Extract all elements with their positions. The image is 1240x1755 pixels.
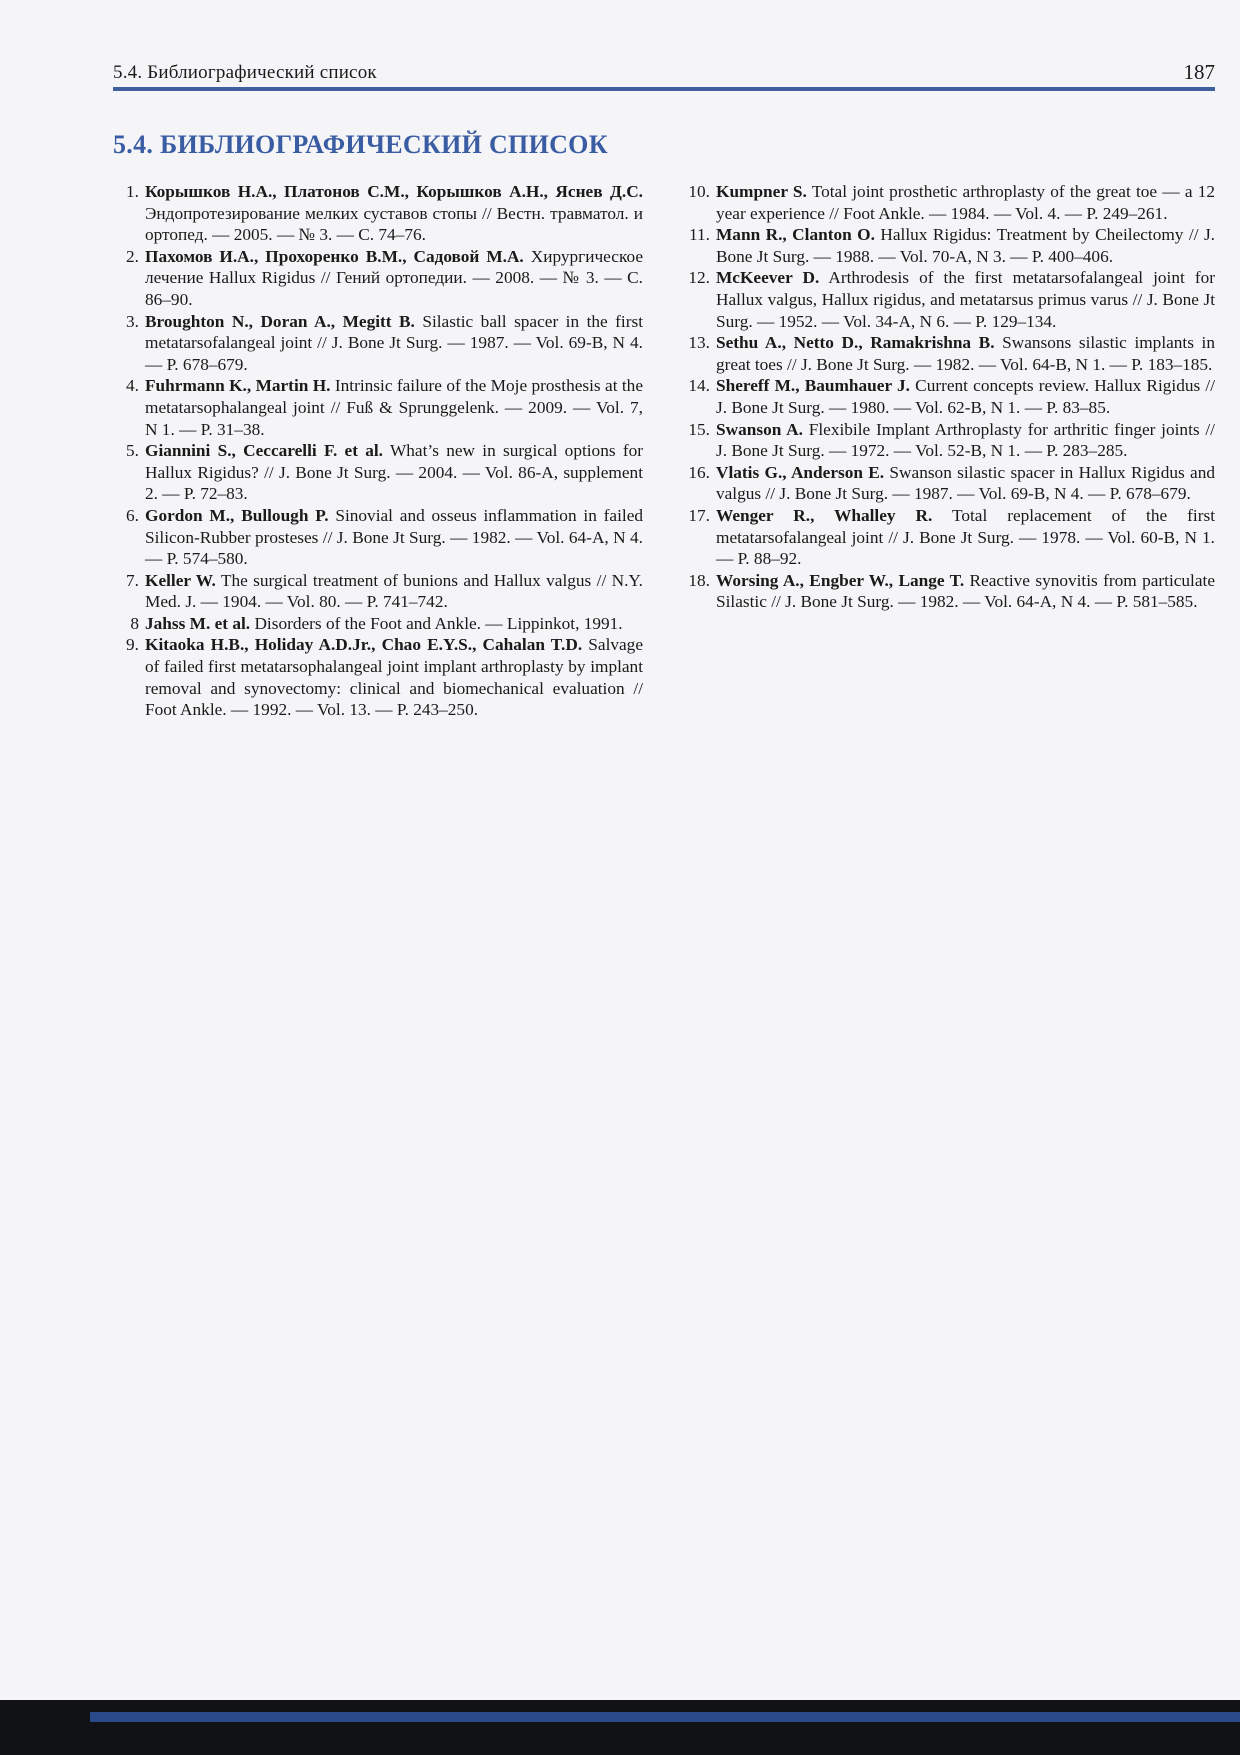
- reference-text: Hallux Rigidus: Treatment by Cheilectomy // J. Bone Jt Surg. — 1988. — Vol. 70-A, N 3. — P. 400–406.: [716, 225, 1215, 266]
- reference-item: [113, 634, 643, 720]
- reference-text: Swansons silastic implants in great toes // J. Bone Jt Surg. — 1982. — Vol. 64-B, N 1. — P. 183–185.: [716, 333, 1216, 374]
- reference-authors: Корышков Н.А., Платонов С.М., Корышков А.Н., Яснев Д.С.: [145, 182, 643, 201]
- reference-text: Silastic ball spacer in the first metatarsofalangeal joint // J. Bone Jt Surg. — 1987. — Vol. 69-B, N 4. — P. 678–679.: [145, 311, 643, 374]
- scan-bottom-edge: [0, 1700, 1240, 1755]
- reference-text: Disorders of the Foot and Ankle. — Lippinkot, 1991.: [250, 613, 623, 633]
- reference-column-right: [684, 181, 1215, 613]
- reference-number: 3.: [126, 311, 139, 331]
- reference-authors: Kitaoka H.B., Holiday A.D.Jr., Chao E.Y.S., Cahalan T.D.: [145, 635, 583, 655]
- reference-number: 4.: [126, 376, 139, 396]
- reference-authors: Gordon M., Bullough P.: [145, 505, 329, 525]
- reference-authors: Jahss M. et al.: [145, 613, 251, 633]
- reference-authors: McKeever D.: [716, 268, 820, 288]
- reference-number: 18.: [688, 570, 710, 590]
- reference-text: Arthrodesis of the first metatarsofalangeal joint for Hallux valgus, Hallux rigidus, and metatarsus primus varus // J. Bone Jt Surg. — 1952. — Vol. 34-A, N 6. — P. 129–134.: [716, 268, 1215, 331]
- reference-authors: Kumpner S.: [716, 182, 807, 201]
- reference-authors: Fuhrmann K., Martin H.: [145, 376, 331, 396]
- reference-number: 16.: [688, 462, 710, 482]
- reference-item: [684, 375, 1215, 418]
- reference-item: [684, 419, 1215, 462]
- reference-number: 9.: [126, 635, 139, 655]
- reference-text: Эндопротезирование мелких суставов стопы // Вестн. травматол. и ортопед. — 2005. — № 3. — С. 74–76.: [145, 203, 643, 245]
- reference-number: 13.: [688, 333, 710, 353]
- reference-authors: Worsing A., Engber W., Lange T.: [716, 570, 965, 590]
- reference-item: [684, 267, 1215, 332]
- reference-item: [684, 462, 1215, 505]
- reference-authors: Vlatis G., Anderson E.: [716, 462, 885, 482]
- reference-text: Total joint prosthetic arthroplasty of the great toe — a 12 year experience // Foot Ankle. — 1984. — Vol. 4. — P. 249–261.: [716, 182, 1215, 223]
- reference-text: Хирургическое лечение Hallux Rigidus // Гений ортопедии. — 2008. — № 3. — С. 86–90.: [145, 246, 643, 309]
- reference-text: Salvage of failed first metatarsophalangeal joint implant arthroplasty by implant removal and synovectomy: clinical and biomechanical evaluation // Foot Ankle. — 1992. — Vol. 13. — P. 243–250.: [145, 635, 643, 720]
- reference-item: [684, 224, 1215, 267]
- reference-number: 2.: [126, 246, 139, 266]
- reference-item: [113, 613, 643, 635]
- reference-number: 17.: [688, 505, 710, 525]
- reference-text: Total replacement of the first metatarsofalangeal joint // J. Bone Jt Surg. — 1978. — Vol. 60-B, N 1. — P. 88–92.: [716, 505, 1215, 569]
- page-edge-strip: [90, 1712, 1240, 1722]
- reference-item: [113, 440, 643, 505]
- reference-number: 8: [130, 613, 139, 633]
- reference-number: 6.: [126, 505, 139, 525]
- reference-item: [113, 311, 643, 376]
- reference-item: [684, 181, 1215, 224]
- header-rule: [113, 87, 1215, 91]
- reference-authors: Пахомов И.А., Прохоренко В.М., Садовой М.А.: [145, 246, 524, 266]
- page-number: 187: [1183, 60, 1215, 84]
- reference-authors: Broughton N., Doran A., Megitt B.: [145, 311, 415, 331]
- reference-item: [684, 570, 1215, 613]
- reference-number: 11.: [689, 225, 710, 245]
- reference-text: Reactive synovitis from particulate Silastic // J. Bone Jt Surg. — 1982. — Vol. 64-A, N 4. — P. 581–585.: [716, 570, 1215, 612]
- reference-column-left: [113, 181, 643, 721]
- reference-authors: Mann R., Clanton O.: [716, 225, 875, 245]
- reference-item: [113, 246, 643, 311]
- reference-number: 7.: [126, 570, 139, 590]
- reference-item: [113, 375, 643, 440]
- reference-number: 12.: [688, 268, 710, 288]
- reference-number: 14.: [688, 376, 710, 396]
- reference-text: Intrinsic failure of the Moje prosthesis at the metatarsophalangeal joint // Fuß & Sprunggelenk. — 2009. — Vol. 7, N 1. — P. 31–38.: [145, 376, 643, 439]
- reference-item: [113, 570, 643, 613]
- reference-text: Flexibile Implant Arthroplasty for arthritic finger joints // J. Bone Jt Surg. — 1972. — Vol. 52-B, N 1. — P. 283–285.: [716, 419, 1215, 461]
- reference-number: 10.: [688, 182, 710, 201]
- reference-text: What’s new in surgical options for Hallux Rigidus? // J. Bone Jt Surg. — 2004. — Vol. 86-A, supplement 2. — P. 72–83.: [145, 441, 643, 504]
- reference-authors: Wenger R., Whalley R.: [716, 505, 933, 525]
- reference-item: [684, 505, 1215, 570]
- reference-text: Current concepts review. Hallux Rigidus // J. Bone Jt Surg. — 1980. — Vol. 62-B, N 1. — P. 83–85.: [716, 376, 1215, 417]
- reference-authors: Giannini S., Ceccarelli F. et al.: [145, 441, 384, 461]
- reference-item: [684, 332, 1215, 375]
- reference-number: 15.: [688, 419, 710, 439]
- running-title: 5.4. Библиографический список: [113, 62, 377, 83]
- reference-number: 5.: [126, 441, 139, 461]
- running-header: [113, 60, 1215, 90]
- section-title: 5.4. БИБЛИОГРАФИЧЕСКИЙ СПИСОК: [113, 130, 608, 159]
- reference-authors: Sethu A., Netto D., Ramakrishna B.: [716, 333, 995, 353]
- reference-authors: Shereff M., Baumhauer J.: [716, 376, 910, 396]
- reference-authors: Keller W.: [145, 570, 216, 590]
- reference-text: Swanson silastic spacer in Hallux Rigidus and valgus // J. Bone Jt Surg. — 1987. — Vol. 69-B, N 4. — P. 678–679.: [716, 462, 1215, 504]
- reference-item: [113, 181, 643, 246]
- reference-text: The surgical treatment of bunions and Hallux valgus // N.Y. Med. J. — 1904. — Vol. 80. — P. 741–742.: [145, 570, 644, 612]
- reference-number: 1.: [126, 182, 139, 201]
- reference-authors: Swanson A.: [716, 419, 803, 439]
- reference-item: [113, 505, 643, 570]
- reference-text: Sinovial and osseus inflammation in failed Silicon-Rubber prosteses // J. Bone Jt Surg. — 1982. — Vol. 64-A, N 4. — P. 574–580.: [145, 505, 643, 569]
